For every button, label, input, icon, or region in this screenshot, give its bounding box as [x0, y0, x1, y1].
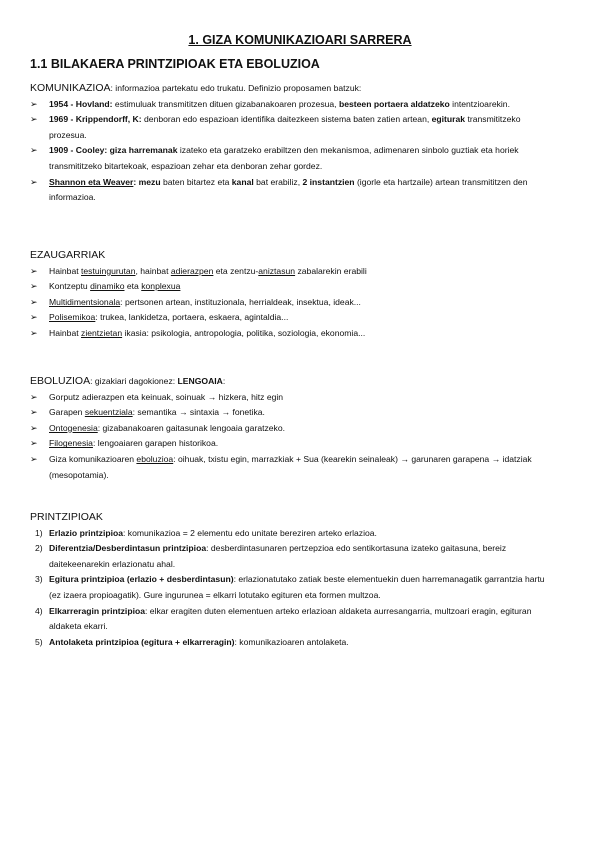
printzipioak-list — [30, 526, 557, 651]
arrow-bullet-icon: ➢ — [30, 296, 38, 307]
list-item — [30, 295, 557, 311]
principle-name: Erlazio printzipioa — [49, 527, 124, 538]
definition-bold: kanal — [231, 176, 254, 187]
item-number: 4) — [35, 605, 43, 616]
ezaugarriak-list — [30, 264, 557, 342]
eboluzioa-section — [30, 374, 557, 483]
list-item — [30, 326, 557, 342]
item-underlined: Ontogenesia — [49, 422, 98, 433]
definition-text: (igorle eta hartzaile) artean transmititzen den informazioa. — [49, 176, 528, 203]
komunikazioa-intro: : informazioa partekatu edo trukatu. Definizio proposamen batzuk: — [110, 83, 362, 93]
printzipioak-section — [30, 510, 557, 650]
eboluzioa-heading: EBOLUZIOA — [30, 375, 91, 387]
definition-text: baten bitartez eta — [160, 176, 232, 187]
arrow-bullet-icon: ➢ — [30, 453, 38, 464]
definition-bold: : mezu — [133, 176, 161, 187]
item-underlined: sekuentziala — [84, 407, 133, 418]
arrow-bullet-icon: ➢ — [30, 176, 38, 187]
list-item — [30, 143, 557, 174]
list-item — [30, 310, 557, 326]
item-number: 1) — [35, 527, 43, 538]
principle-name: Elkarreragin printzipioa — [49, 605, 145, 616]
definition-bold: giza harremanak — [107, 145, 178, 156]
item-text: ikasia: psikologia, antropologia, politika, soziologia, ekonomia... — [122, 327, 366, 338]
definition-author: 1969 - Krippendorff, K: — [49, 114, 142, 125]
definition-text: izateko eta garatzeko erabiltzen den mekanismoa, adimenaren sinbolo guztiak eta horiek transmititzeko bitartekoak, espazioan zehar eta denboran zehar gordez. — [49, 145, 519, 171]
item-underlined: Filogenesia — [49, 438, 93, 449]
arrow-bullet-icon: ➢ — [30, 312, 38, 323]
item-underlined: aniztasun — [258, 265, 296, 276]
list-item — [30, 541, 557, 572]
item-text: Giza komunikazioaren — [49, 453, 137, 464]
principle-name: Antolaketa printzipioa (egitura + elkarreragin) — [49, 636, 235, 647]
principle-text: : komunikazioaren antolaketa. — [234, 636, 349, 647]
arrow-bullet-icon: ➢ — [30, 438, 38, 449]
komunikazioa-list — [30, 97, 557, 206]
definition-bold: 2 instantzien — [302, 176, 355, 187]
item-underlined: adierazpen — [170, 265, 214, 276]
definition-text: denboran edo espazioan identifika daitezkeen sistema baten zatien artean, — [141, 114, 432, 125]
definition-author: 1954 - Hovland: — [49, 98, 113, 109]
definition-bold: egiturak — [431, 114, 466, 125]
definition-text: estimuluak transmititzen dituen gizabanakoaren prozesua, — [112, 98, 339, 109]
item-text: , hainbat — [135, 265, 171, 276]
definition-bold: besteen portaera aldatzeko — [338, 98, 450, 109]
item-text: : pertsonen artean, instituzionala, herrialdeak, insektua, ideak... — [120, 296, 361, 307]
arrow-bullet-icon: ➢ — [30, 391, 38, 402]
ezaugarriak-section — [30, 248, 557, 342]
item-text: zabalarekin erabili — [295, 265, 367, 276]
item-text: eta — [124, 281, 142, 292]
item-underlined: Multidimentsionala — [49, 296, 121, 307]
item-text: : oihuak, txistu egin, marrazkiak + Sua (kearekin seinaleak) → garunaren garapena → idatziak (mesopotamia). — [49, 453, 532, 480]
list-item — [30, 264, 557, 280]
item-number: 3) — [35, 574, 43, 585]
item-text: Hainbat — [49, 327, 82, 338]
arrow-bullet-icon: ➢ — [30, 407, 38, 418]
arrow-bullet-icon: ➢ — [30, 281, 38, 292]
list-item — [30, 421, 557, 437]
eboluzioa-heading-line — [30, 374, 557, 390]
arrow-bullet-icon: ➢ — [30, 265, 38, 276]
item-underlined: zientzietan — [81, 327, 123, 338]
definition-text: transmititzeko prozesua. — [49, 114, 521, 140]
item-underlined: eboluzioa — [136, 453, 174, 464]
list-item — [30, 112, 557, 143]
list-item — [30, 635, 557, 651]
eboluzioa-lengoaia: LENGOAIA — [177, 376, 223, 386]
list-item — [30, 97, 557, 113]
list-item — [30, 604, 557, 635]
item-text: : semantika → sintaxia → fonetika. — [132, 407, 265, 418]
list-item — [30, 175, 557, 206]
item-number: 2) — [35, 543, 43, 554]
item-text: Hainbat — [49, 265, 82, 276]
list-item — [30, 390, 557, 406]
eboluzioa-colon: : — [222, 376, 226, 386]
item-underlined: testuingurutan — [81, 265, 136, 276]
item-underlined: dinamiko — [90, 281, 125, 292]
eboluzioa-list — [30, 390, 557, 484]
printzipioak-heading: PRINTZIPIOAK — [30, 511, 103, 523]
ezaugarriak-heading: EZAUGARRIAK — [30, 249, 106, 261]
principle-text: : elkar eragiten duten elementuen arteko erlazioan aldaketa aurresangarria, multzoari eragin, egituran aldaketa ekarri. — [49, 605, 532, 632]
section-heading: 1.1 BILAKAERA PRINTZIPIOAK ETA EBOLUZIOA — [30, 57, 320, 71]
komunikazioa-heading: KOMUNIKAZIOA — [30, 82, 111, 94]
principle-name: Diferentzia/Desberdintasun printzipioa — [49, 543, 207, 554]
definition-text: bat erabiliz, — [253, 176, 303, 187]
definition-author: 1909 - Cooley: — [49, 145, 108, 156]
list-item — [30, 572, 557, 603]
list-item — [30, 526, 557, 542]
definition-text: intentzioarekin. — [449, 98, 510, 109]
principle-text: : komunikazioa = 2 elementu edo unitate bereziren arteko erlazioa. — [123, 527, 377, 538]
item-text: Garapen — [49, 407, 85, 418]
list-item — [30, 452, 557, 483]
list-item — [30, 436, 557, 452]
page-title: 1. GIZA KOMUNIKAZIOARI SARRERA — [188, 33, 412, 47]
arrow-bullet-icon: ➢ — [30, 145, 38, 156]
principle-text: : erlazionatutako zatiak beste elementuekin duen harremanagatik garrantzia hartu (ez izaera propioagatik). Gure ingurunea = elkarri lotutako egituren eta formen multzoa. — [49, 574, 545, 600]
eboluzioa-intro: : gizakiari dagokionez: — [90, 376, 178, 386]
arrow-bullet-icon: ➢ — [30, 327, 38, 338]
item-underlined: Polisemikoa — [49, 312, 96, 323]
komunikazioa-section — [30, 81, 557, 206]
list-item — [30, 279, 557, 295]
arrow-bullet-icon: ➢ — [30, 114, 38, 125]
komunikazioa-heading-line — [30, 81, 557, 97]
item-text: : lengoaiaren garapen historikoa. — [92, 438, 219, 449]
principle-text: : desberdintasunaren pertzepzioa edo sentikortasuna izateko gaitasuna, bereiz daitekeenarekin erlazionatu ahal. — [49, 543, 507, 569]
item-text: Kontzeptu — [49, 281, 91, 292]
arrow-bullet-icon: ➢ — [30, 422, 38, 433]
definition-author: Shannon eta Weaver — [49, 176, 134, 187]
list-item — [30, 405, 557, 421]
arrow-bullet-icon: ➢ — [30, 98, 38, 109]
item-text: eta zentzu- — [213, 265, 259, 276]
item-text: : gizabanakoaren gaitasunak lengoaia garatzeko. — [97, 422, 286, 433]
item-number: 5) — [35, 636, 43, 647]
item-underlined: konplexua — [141, 281, 181, 292]
principle-name: Egitura printzipioa (erlazio + desberdintasun) — [49, 574, 234, 585]
item-text: : trukea, lankidetza, portaera, eskaera, agintaldia... — [95, 312, 289, 323]
item-text: Gorputz adierazpen eta keinuak, soinuak → hizkera, hitz egin — [49, 391, 284, 402]
